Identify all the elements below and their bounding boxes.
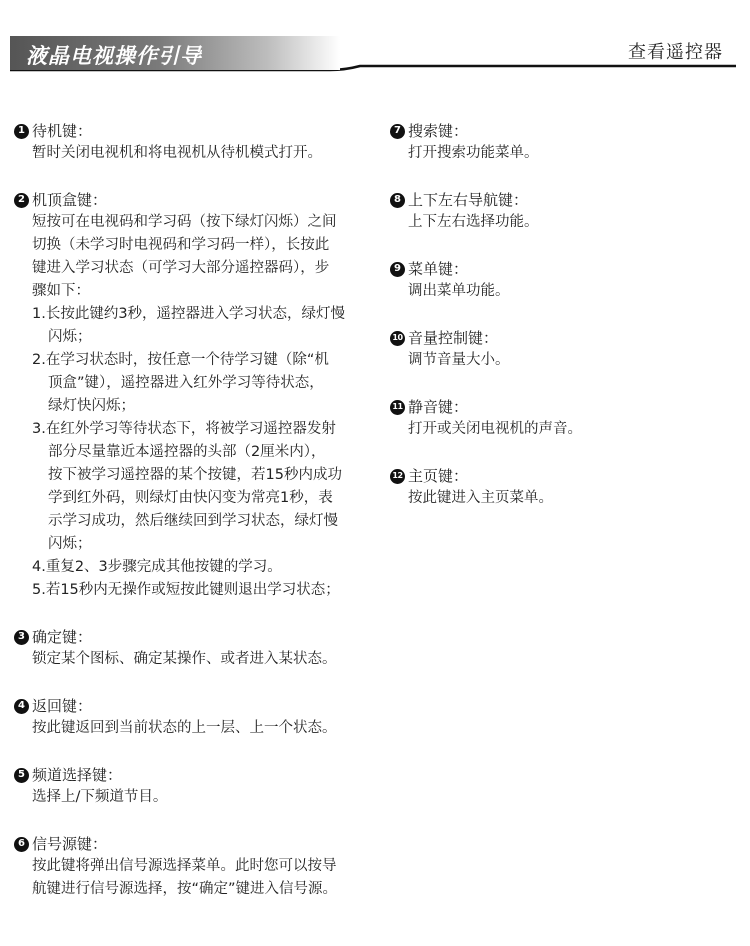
step-4: 4.重复2、3步骤完成其他按键的学习。 bbox=[32, 559, 282, 575]
entry-description: 短按可在电视码和学习码（按下绿灯闪烁）之间 bbox=[32, 214, 337, 230]
entry-description: 航键进行信号源选择，按“确定”键进入信号源。 bbox=[32, 881, 338, 897]
number-badge: 11 bbox=[390, 400, 405, 415]
number-badge: 1 bbox=[14, 124, 29, 139]
step-3-cont: 部分尽量靠近本遥控器的头部（2厘米内）， bbox=[48, 444, 326, 460]
entry-description: 暂时关闭电视机和将电视机从待机模式打开。 bbox=[32, 145, 322, 161]
entry-title: 音量控制键： bbox=[408, 329, 499, 347]
entry-description: 打开或关闭电视机的声音。 bbox=[408, 421, 582, 437]
entry-description: 按此键进入主页菜单。 bbox=[408, 490, 553, 506]
entry-mute-key bbox=[390, 396, 730, 441]
entry-title: 确定键： bbox=[32, 628, 93, 646]
left-column bbox=[14, 120, 364, 925]
number-badge: 8 bbox=[390, 193, 405, 208]
entry-source-key bbox=[14, 833, 364, 901]
entry-menu-key bbox=[390, 258, 730, 303]
step-5: 5.若15秒内无操作或短按此键则退出学习状态； bbox=[32, 582, 340, 598]
number-badge: 2 bbox=[14, 193, 29, 208]
entry-volume-key bbox=[390, 327, 730, 372]
number-badge: 4 bbox=[14, 699, 29, 714]
step-2: 2.在学习状态时，按任意一个待学习键（除“机 bbox=[32, 352, 329, 368]
entry-home-key bbox=[390, 465, 730, 510]
step-1-cont: 闪烁； bbox=[48, 329, 92, 345]
entry-ok-key bbox=[14, 626, 364, 671]
number-badge: 5 bbox=[14, 768, 29, 783]
step-3-cont: 按下被学习遥控器的某个按键，若15秒内成功 bbox=[48, 467, 342, 483]
number-badge: 7 bbox=[390, 124, 405, 139]
step-3-cont: 闪烁； bbox=[48, 536, 92, 552]
entry-title: 搜索键： bbox=[408, 122, 469, 140]
entry-channel-key bbox=[14, 764, 364, 809]
entry-title: 频道选择键： bbox=[32, 766, 123, 784]
step-3: 3.在红外学习等待状态下，将被学习遥控器发射 bbox=[32, 421, 336, 437]
entry-title: 主页键： bbox=[408, 467, 469, 485]
entry-description: 切换（未学习时电视码和学习码一样），长按此 bbox=[32, 237, 330, 253]
entry-description: 调节音量大小。 bbox=[408, 352, 510, 368]
number-badge: 12 bbox=[390, 469, 405, 484]
step-1: 1.长按此键约3秒，遥控器进入学习状态，绿灯慢 bbox=[32, 306, 346, 322]
entry-settop-box-key bbox=[14, 189, 364, 602]
step-2-cont: 绿灯快闪烁； bbox=[48, 398, 135, 414]
entry-title: 上下左右导航键： bbox=[408, 191, 529, 209]
entry-description: 打开搜索功能菜单。 bbox=[408, 145, 539, 161]
number-badge: 9 bbox=[390, 262, 405, 277]
entry-title: 返回键： bbox=[32, 697, 93, 715]
entry-title: 待机键： bbox=[32, 122, 93, 140]
step-2-cont: 顶盒”键），遥控器进入红外学习等待状态， bbox=[48, 375, 324, 391]
entry-navigation-key bbox=[390, 189, 730, 234]
header-title: 液晶电视操作引导 bbox=[26, 44, 202, 68]
right-column bbox=[390, 120, 730, 534]
entry-description: 骤如下： bbox=[32, 283, 90, 299]
entry-title: 菜单键： bbox=[408, 260, 469, 278]
step-3-cont: 示学习成功，然后继续回到学习状态，绿灯慢 bbox=[48, 513, 338, 529]
number-badge: 10 bbox=[390, 331, 405, 346]
entry-search-key bbox=[390, 120, 730, 165]
entry-description: 选择上/下频道节目。 bbox=[32, 789, 168, 805]
entry-back-key bbox=[14, 695, 364, 740]
entry-title: 信号源键： bbox=[32, 835, 108, 853]
entry-description: 调出菜单功能。 bbox=[408, 283, 510, 299]
entry-description: 按此键返回到当前状态的上一层、上一个状态。 bbox=[32, 720, 337, 736]
entry-description: 上下左右选择功能。 bbox=[408, 214, 539, 230]
section-title: 查看遥控器 bbox=[628, 42, 723, 63]
number-badge: 3 bbox=[14, 630, 29, 645]
entry-standby-key bbox=[14, 120, 364, 165]
entry-description: 锁定某个图标、确定某操作、或者进入某状态。 bbox=[32, 651, 337, 667]
step-3-cont: 学到红外码，则绿灯由快闪变为常亮1秒，表 bbox=[48, 490, 333, 506]
entry-description: 键进入学习状态（可学习大部分遥控器码），步 bbox=[32, 260, 330, 276]
entry-description: 按此键将弹出信号源选择菜单。此时您可以按导 bbox=[32, 858, 337, 874]
entry-title: 静音键： bbox=[408, 398, 469, 416]
page-header bbox=[0, 0, 750, 80]
entry-title: 机顶盒键： bbox=[32, 191, 108, 209]
number-badge: 6 bbox=[14, 837, 29, 852]
